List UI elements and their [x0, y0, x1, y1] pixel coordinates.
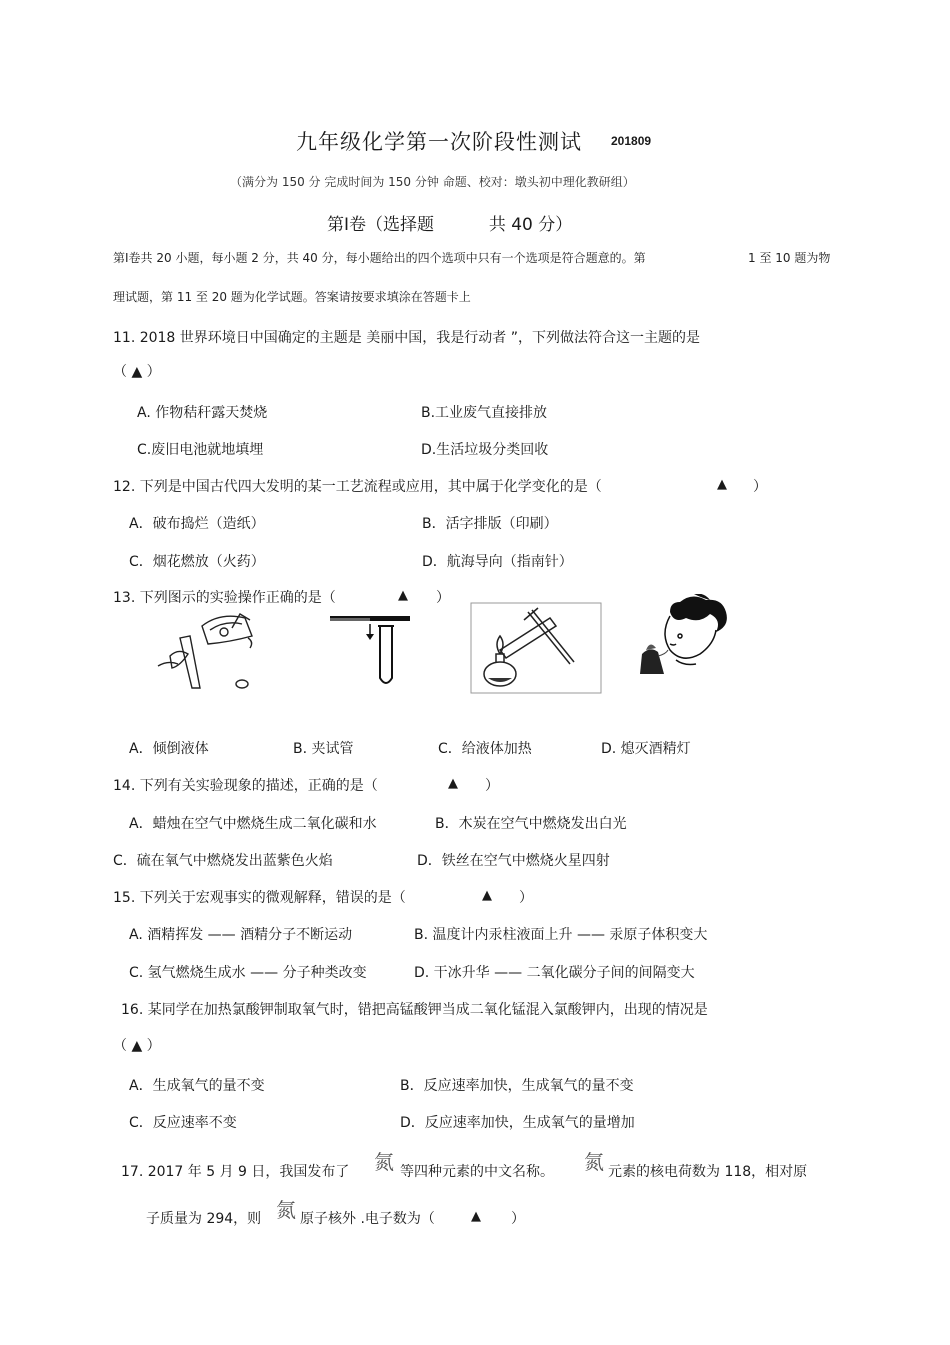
- q11-option-a: A. 作物秸秆露天焚烧: [137, 405, 268, 421]
- page-title: 九年级化学第一次阶段性测试: [296, 130, 582, 154]
- q13-option-b: B. 夹试管: [293, 741, 354, 757]
- q11-answer-paren: （ ▲ ）: [113, 364, 161, 380]
- instructions-line1: 第Ⅰ卷共 20 小题，每小题 2 分，共 40 分，每小题给出的四个选项中只有一个选项是符合题意的。第: [113, 251, 646, 265]
- q12-answer-mark: ▲: [717, 477, 727, 492]
- q13-option-a: A．倾倒液体: [129, 741, 209, 757]
- q11-option-d: D.生活垃圾分类回收: [421, 442, 549, 458]
- q17-line1-start: 17. 2017 年 5 月 9 日，我国发布了: [121, 1164, 350, 1180]
- q11-option-c: C.废旧电池就地填埋: [137, 442, 264, 458]
- element-image-3: 氮: [276, 1198, 296, 1222]
- q13-option-d: D. 熄灭酒精灯: [601, 741, 691, 757]
- element-image-1: 氮: [374, 1150, 394, 1174]
- q12-close-paren: ）: [753, 479, 767, 495]
- figure-pouring-liquid: [150, 608, 265, 693]
- q12-option-a: A．破布捣烂（造纸）: [129, 516, 265, 532]
- q14-option-d: D．铁丝在空气中燃烧火星四射: [417, 853, 610, 869]
- q14-answer-mark: ▲: [448, 776, 458, 791]
- q16-option-a: A．生成氧气的量不变: [129, 1078, 265, 1094]
- section-total: 共 40 分）: [488, 215, 573, 235]
- q15-option-d: D. 干冰升华 —— 二氧化碳分子间的间隔变大: [414, 965, 695, 981]
- element-image-2: 氮: [584, 1150, 604, 1174]
- figure-extinguish-lamp: [630, 594, 730, 684]
- subtitle: （满分为 150 分 完成时间为 150 分钟 命题、校对：墩头初中理化教研组）: [230, 175, 635, 189]
- q13-close-paren: ）: [436, 590, 450, 606]
- q12-option-c: C．烟花燃放（火药）: [129, 554, 265, 570]
- instructions-line1-end: 1 至 10 题为物: [748, 251, 831, 265]
- q11-stem: 11. 2018 世界环境日中国确定的主题是 美丽中国，我是行动者 ”，下列做法符合这一主题的是: [113, 330, 700, 346]
- q12-option-d: D．航海导向（指南针）: [422, 554, 573, 570]
- q16-stem: 16. 某同学在加热氯酸钾制取氧气时，错把高锰酸钾当成二氧化锰混入氯酸钾内，出现的情况是: [121, 1002, 708, 1018]
- q15-option-b: B. 温度计内汞柱液面上升 —— 汞原子体积变大: [414, 927, 708, 943]
- q16-option-d: D．反应速率加快，生成氧气的量增加: [400, 1115, 635, 1131]
- q15-option-c: C. 氢气燃烧生成水 —— 分子种类改变: [129, 965, 367, 981]
- q13-stem: 13. 下列图示的实验操作正确的是（: [113, 590, 336, 606]
- section-title: [327, 210, 572, 235]
- q16-answer-paren: （ ▲ ）: [113, 1038, 161, 1054]
- q15-option-a: A. 酒精挥发 —— 酒精分子不断运动: [129, 927, 353, 943]
- q17-line1-end: 元素的核电荷数为 118，相对原: [608, 1164, 808, 1180]
- q14-stem: 14. 下列有关实验现象的描述，正确的是（: [113, 778, 378, 794]
- q15-answer-mark: ▲: [482, 888, 492, 903]
- q17-answer-mark: ▲: [471, 1209, 481, 1224]
- q13-option-c: C．给液体加热: [438, 741, 532, 757]
- q16-option-c: C．反应速率不变: [129, 1115, 237, 1131]
- q16-option-b: B．反应速率加快，生成氧气的量不变: [400, 1078, 634, 1094]
- q17-close-paren: ）: [511, 1211, 525, 1227]
- figure-heating-liquid: [470, 602, 602, 694]
- q17-line2-middle: 原子核外 .电子数为（: [300, 1211, 435, 1227]
- q14-close-paren: ）: [485, 778, 499, 794]
- instructions-line2: 理试题，第 11 至 20 题为化学试题。答案请按要求填涂在答题卡上: [113, 290, 471, 304]
- q15-close-paren: ）: [519, 890, 533, 906]
- q17-line1-middle: 等四种元素的中文名称。: [400, 1164, 554, 1180]
- q14-option-a: A．蜡烛在空气中燃烧生成二氧化碳和水: [129, 816, 377, 832]
- q14-option-c: C．硫在氧气中燃烧发出蓝紫色火焰: [113, 853, 333, 869]
- q17-line2-start: 子质量为 294，则: [146, 1211, 262, 1227]
- q12-stem: 12. 下列是中国古代四大发明的某一工艺流程或应用，其中属于化学变化的是（: [113, 479, 602, 495]
- section-title-text: 第Ⅰ卷（选择题: [327, 215, 435, 235]
- q14-option-b: B．木炭在空气中燃烧发出白光: [435, 816, 627, 832]
- q11-option-b: B.工业废气直接排放: [421, 405, 548, 421]
- figure-test-tube-clamp: [328, 612, 418, 692]
- test-date: 201809: [611, 134, 652, 148]
- q12-option-b: B．活字排版（印刷）: [422, 516, 558, 532]
- q15-stem: 15. 下列关于宏观事实的微观解释，错误的是（: [113, 890, 406, 906]
- q13-answer-mark: ▲: [398, 588, 408, 603]
